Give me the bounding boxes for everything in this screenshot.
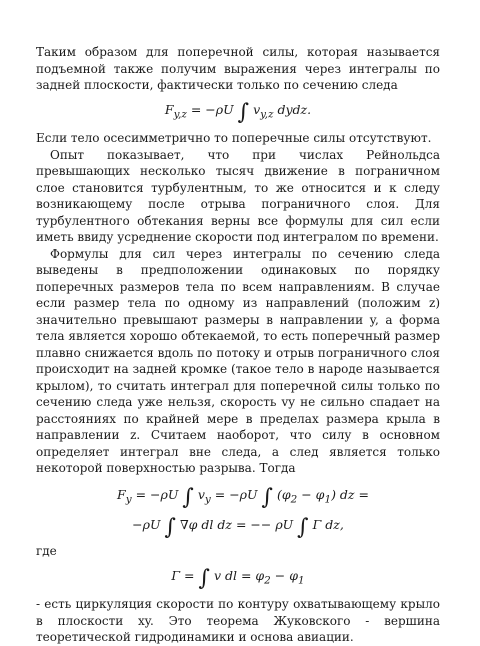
paragraph-3: Опыт показывает, что при числах Рейнольдса превышающих несколько тысяч движение в пограничном слое становится турбулентным, то же относится и к следу возникающему после отрыва пограничного слоя. Для турбулентного обтекания верны все формулы для сил если иметь ввиду усреднение скорости под интегралом по времени.: [36, 147, 440, 244]
paragraph-1: Таким образом для поперечной силы, которая называется подъемной также получим выражения через интегралы по задней плоскости, фактически только по сечению следа: [36, 45, 440, 92]
formula-lift-force: $F_{y,z} = -\rho U$ ∫ $v_{y,z}$ dydz.: [164, 99, 312, 125]
formula-fy-line-1: $F_y = -\rho U$ ∫ $v_y = -\rho U$ ∫ $(\varphi_2 - \varphi_1)$ dz =: [117, 484, 369, 510]
formula-circulation: Γ = ∫ v dl = $\varphi_2 - \varphi_1$: [171, 565, 305, 591]
page-content: [36, 44, 440, 646]
formula-fy-line-2: −ρU ∫ ∇φ dl dz = −− ρU ∫ Γ dz,: [132, 515, 344, 540]
paragraph-6: - есть циркуляция скорости по контуру охватывающему крыло в плоскости xy. Это теорема Жуковского - вершина теоретической гидродинамики и основа авиации.: [36, 597, 440, 644]
paragraph-where: где: [36, 544, 57, 558]
paragraph-2: Если тело осесимметрично то поперечные силы отсутствуют.: [36, 131, 432, 145]
paragraph-4: Формулы для сил через интегралы по сечению следа выведены в предположении одинаковых по порядку поперечных размеров тела по всем направлениям. В случае если размер тела по одному из направлений (положим z) значительно превышают размеры в направлении y, а форма тела является хорошо обтекаемой, то есть поперечный размер плавно снижается вдоль по потоку и отрыв пограничного слоя происходит на задней кромке (такое тело в народе называется крылом), то считать интеграл для поперечной силы только по сечению следа уже нельзя, скорость vy не сильно спадает на расстояниях по крайней мере в пределах размера крыла в направлении z. Считаем наоборот, что силу в основном определяет интеграл вне следа, а след является только некоторой поверхностью разрыва. Тогда: [36, 246, 440, 475]
